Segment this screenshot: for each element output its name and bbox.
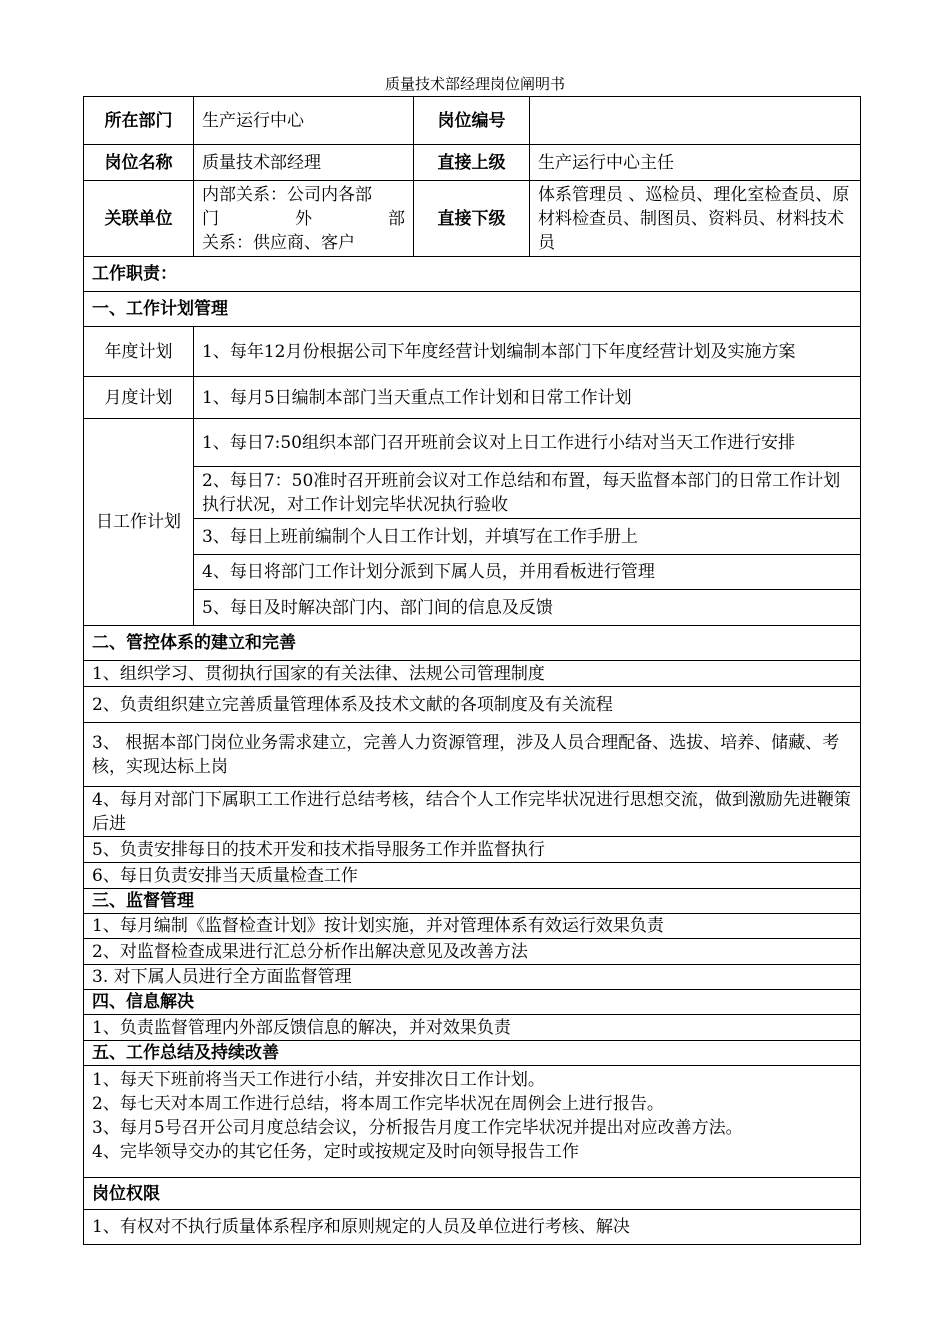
daily-plan-row bbox=[84, 467, 861, 519]
section2-row bbox=[84, 687, 861, 723]
section5-item: 1、每天下班前将当天工作进行小结，并安排次日工作计划。 bbox=[92, 1070, 545, 1090]
section5-heading-row bbox=[84, 1041, 861, 1066]
header-row-relations bbox=[84, 181, 861, 257]
section4-row bbox=[84, 1015, 861, 1041]
section4-item: 1、负责监督管理内外部反馈信息的解决，并对效果负责 bbox=[84, 1015, 861, 1041]
authority-heading: 岗位权限 bbox=[84, 1178, 861, 1210]
monthly-plan-text: 1、每月5日编制本部门当天重点工作计划和日常工作计划 bbox=[194, 377, 861, 419]
section2-item: 1、组织学习、贯彻执行国家的有关法律、法规公司管理制度 bbox=[84, 661, 861, 687]
name-value: 质量技术部经理 bbox=[194, 145, 414, 181]
section1-heading: 一、工作计划管理 bbox=[84, 292, 861, 327]
superior-label: 直接上级 bbox=[414, 145, 530, 181]
duties-heading: 工作职责： bbox=[84, 257, 861, 292]
section5-item: 4、完毕领导交办的其它任务，定时或按规定及时向领导报告工作 bbox=[92, 1142, 579, 1162]
section5-items bbox=[84, 1066, 861, 1178]
duties-heading-row bbox=[84, 257, 861, 292]
section4-heading-row bbox=[84, 990, 861, 1015]
section3-heading: 三、监督管理 bbox=[84, 889, 861, 914]
annual-plan-label: 年度计划 bbox=[84, 327, 194, 377]
daily-plan-item: 1、每日7:50组织本部门召开班前会议对上日工作进行小结对当天工作进行安排 bbox=[194, 419, 861, 467]
daily-plan-item: 5、每日及时解决部门内、部门间的信息及反馈 bbox=[194, 590, 861, 626]
section2-heading-row bbox=[84, 626, 861, 661]
dept-value: 生产运行中心 bbox=[194, 97, 414, 145]
related-label: 关联单位 bbox=[84, 181, 194, 257]
section3-row bbox=[84, 914, 861, 939]
section3-item: 1、每月编制《监督检查计划》按计划实施，并对管理体系有效运行效果负责 bbox=[84, 914, 861, 939]
section5-heading: 五、工作总结及持续改善 bbox=[84, 1041, 861, 1066]
section2-heading: 二、管控体系的建立和完善 bbox=[84, 626, 861, 661]
section2-row bbox=[84, 661, 861, 687]
section2-item: 2、负责组织建立完善质量管理体系及技术文献的各项制度及有关流程 bbox=[84, 687, 861, 723]
header-row-department bbox=[84, 97, 861, 145]
authority-row bbox=[84, 1210, 861, 1245]
section5-row bbox=[84, 1066, 861, 1178]
section3-heading-row bbox=[84, 889, 861, 914]
daily-plan-row bbox=[84, 555, 861, 590]
related-line-3: 关系：供应商、客户 bbox=[202, 232, 355, 253]
section5-item: 2、每七天对本周工作进行总结，将本周工作完毕状况在周例会上进行报告。 bbox=[92, 1094, 664, 1114]
job-description-table bbox=[83, 96, 861, 1245]
section2-row bbox=[84, 723, 861, 787]
authority-heading-row bbox=[84, 1178, 861, 1210]
section3-row bbox=[84, 939, 861, 965]
section3-item: 3. 对下属人员进行全方面监督管理 bbox=[84, 965, 861, 990]
related-line-2: 门外部 bbox=[202, 208, 405, 229]
section2-row bbox=[84, 863, 861, 889]
related-line-1: 内部关系：公司内各部 bbox=[202, 184, 372, 205]
section2-item: 4、每月对部门下属职工工作进行总结考核，结合个人工作完毕状况进行思想交流，做到激励先进鞭策后进 bbox=[84, 787, 861, 837]
name-label: 岗位名称 bbox=[84, 145, 194, 181]
monthly-plan-row bbox=[84, 377, 861, 419]
superior-value: 生产运行中心主任 bbox=[530, 145, 861, 181]
section2-row bbox=[84, 787, 861, 837]
subordinate-label: 直接下级 bbox=[414, 181, 530, 257]
section2-item: 6、每日负责安排当天质量检查工作 bbox=[84, 863, 861, 889]
code-value bbox=[530, 97, 861, 145]
daily-plan-item: 4、每日将部门工作计划分派到下属人员，并用看板进行管理 bbox=[194, 555, 861, 590]
section3-row bbox=[84, 965, 861, 990]
daily-plan-item: 3、每日上班前编制个人日工作计划，并填写在工作手册上 bbox=[194, 519, 861, 555]
daily-plan-row bbox=[84, 590, 861, 626]
related-value bbox=[194, 181, 414, 257]
annual-plan-row bbox=[84, 327, 861, 377]
section2-item: 5、负责安排每日的技术开发和技术指导服务工作并监督执行 bbox=[84, 837, 861, 863]
section4-heading: 四、信息解决 bbox=[84, 990, 861, 1015]
authority-item: 1、有权对不执行质量体系程序和原则规定的人员及单位进行考核、解决 bbox=[84, 1210, 861, 1245]
daily-plan-label: 日工作计划 bbox=[84, 419, 194, 626]
daily-plan-item: 2、每日7：50准时召开班前会议对工作总结和布置，每天监督本部门的日常工作计划执行状况，对工作计划完毕状况执行验收 bbox=[194, 467, 861, 519]
section2-row bbox=[84, 837, 861, 863]
header-row-position bbox=[84, 145, 861, 181]
section2-item: 3、 根据本部门岗位业务需求建立，完善人力资源管理，涉及人员合理配备、选拔、培养、储藏、考核，实现达标上岗 bbox=[84, 723, 861, 787]
subordinate-value: 体系管理员 、巡检员、理化室检查员、原材料检查员、制图员、资料员、材料技术员 bbox=[530, 181, 861, 257]
monthly-plan-label: 月度计划 bbox=[84, 377, 194, 419]
document-title: 质量技术部经理岗位阐明书 bbox=[384, 75, 565, 93]
dept-label: 所在部门 bbox=[84, 97, 194, 145]
daily-plan-row bbox=[84, 419, 861, 467]
section5-item: 3、每月5号召开公司月度总结会议，分析报告月度工作完毕状况并提出对应改善方法。 bbox=[92, 1118, 743, 1138]
code-label: 岗位编号 bbox=[414, 97, 530, 145]
daily-plan-row bbox=[84, 519, 861, 555]
annual-plan-text: 1、每年12月份根据公司下年度经营计划编制本部门下年度经营计划及实施方案 bbox=[194, 327, 861, 377]
section1-heading-row bbox=[84, 292, 861, 327]
section3-item: 2、对监督检查成果进行汇总分析作出解决意见及改善方法 bbox=[84, 939, 861, 965]
